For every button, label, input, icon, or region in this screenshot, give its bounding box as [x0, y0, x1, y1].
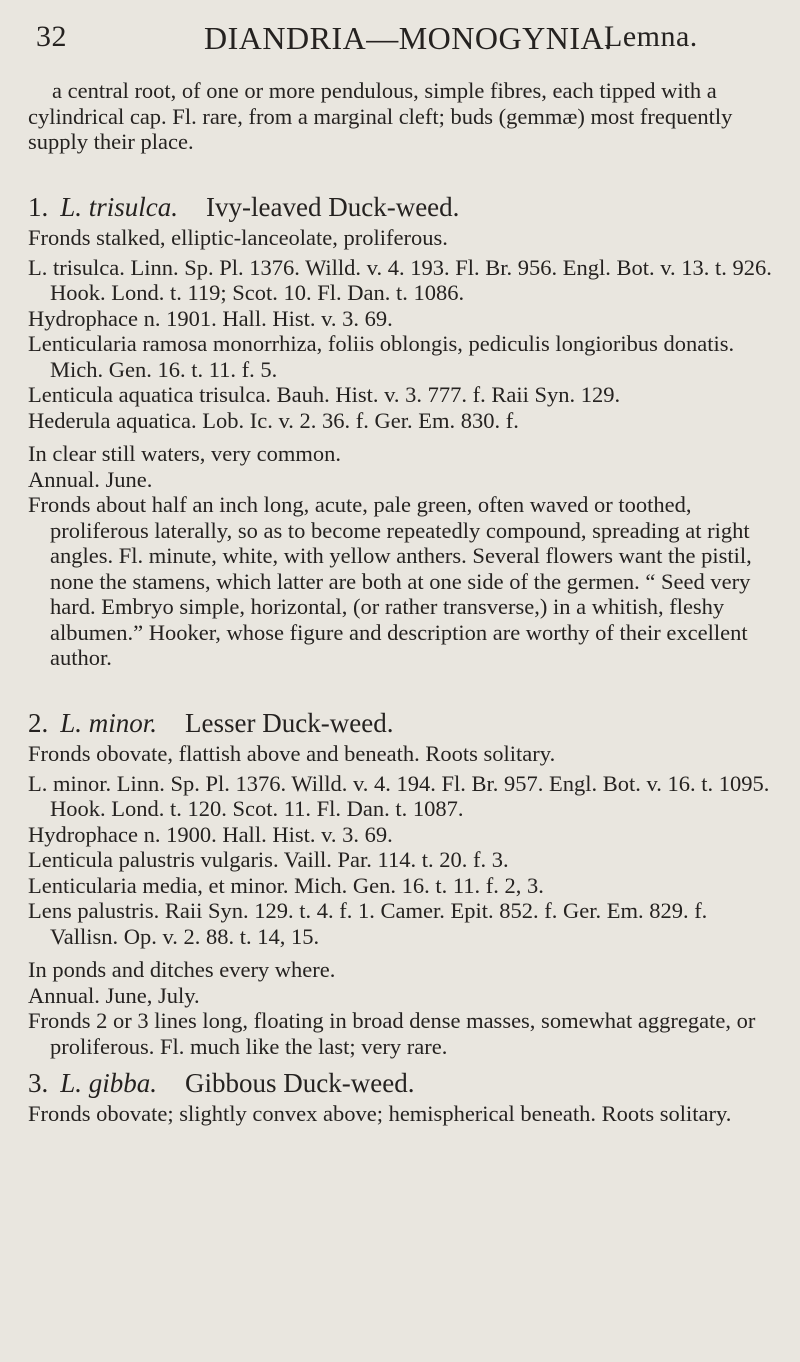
running-head — [36, 20, 776, 64]
species-diagnosis: Fronds obovate, flattish above and beneath. Roots solitary. — [28, 740, 556, 766]
section-title: DIANDRIA—MONOGYNIA. — [204, 20, 613, 56]
synonym-line: Lenticula aquatica trisulca. Bauh. Hist. v. 3. 777. f. Raii Syn. 129. — [28, 382, 621, 407]
synonym-line: Hydrophace n. 1901. Hall. Hist. v. 3. 69. — [28, 305, 393, 331]
synonym-line: Lenticularia ramosa monorrhiza, foliis oblongis, pediculis longioribus donatis. Mich. Gen. 16. t. 11. f. 5. — [28, 331, 735, 382]
species-common-name: Ivy-leaved Duck-weed. — [206, 191, 460, 222]
species-name: L. minor. — [60, 707, 158, 738]
species-common-name: Lesser Duck-weed. — [185, 707, 394, 738]
page-number: 32 — [36, 20, 67, 53]
species-entry — [28, 191, 778, 671]
genus-title: Lemna. — [604, 20, 698, 53]
species-number: 1. — [28, 191, 49, 222]
genus-description-continued: a central root, of one or more pendulous, simple fibres, each tipped with a cylindrical cap. Fl. rare, from a marginal cleft; buds (gemmæ) most frequently supply their place. — [28, 78, 733, 154]
species-number: 3. — [28, 1068, 49, 1098]
species-duration: Annual. June. — [28, 466, 153, 492]
species-number: 2. — [28, 707, 49, 738]
species-diagnosis: Fronds obovate; slightly convex above; hemispherical beneath. Roots solitary. — [28, 1101, 732, 1126]
species-description: Fronds about half an inch long, acute, pale green, often waved or toothed, proliferous laterally, so as to become repeatedly compound, spreading at right angles. Fl. minute, white, with yellow anthers. Several flowers want the pistil, none the stamens, which latter are both at one side of the germen. “ Seed very hard. Embryo simple, horizontal, (or rather transverse,) in a whitish, fleshy albumen.” Hooker, whose figure and description are worthy of their excellent author. — [28, 492, 752, 670]
species-common-name: Gibbous Duck-weed. — [185, 1068, 415, 1098]
species-name: L. gibba. — [60, 1068, 158, 1098]
species-habitat: In clear still waters, very common. — [28, 441, 342, 466]
synonym-line: L. minor. Linn. Sp. Pl. 1376. Willd. v. 4. 194. Fl. Br. 957. Engl. Bot. v. 16. t. 1095. Hook. Lond. t. 120. Scot. 11. Fl. Dan. t. 1087. — [28, 770, 770, 821]
page-body — [28, 78, 778, 1127]
synonym-line: Hederula aquatica. Lob. Ic. v. 2. 36. f. Ger. Em. 830. f. — [28, 407, 519, 433]
species-description: Fronds 2 or 3 lines long, floating in broad dense masses, somewhat aggregate, or proliferous. Fl. much like the last; very rare. — [28, 1008, 756, 1059]
species-duration: Annual. June, July. — [28, 982, 200, 1008]
synonym-line: Lenticularia media, et minor. Mich. Gen. 16. t. 11. f. 2, 3. — [28, 872, 544, 898]
synonym-line: Lenticula palustris vulgaris. Vaill. Par. 114. t. 20. f. 3. — [28, 847, 509, 872]
species-heading — [28, 707, 778, 739]
species-entry — [28, 707, 778, 1060]
synonym-line: L. trisulca. Linn. Sp. Pl. 1376. Willd. v. 4. 193. Fl. Br. 956. Engl. Bot. v. 13. t. 926. Hook. Lond. t. 119; Scot. 10. Fl. Dan. t. 1086. — [28, 254, 772, 305]
synonym-line: Lens palustris. Raii Syn. 129. t. 4. f. 1. Camer. Epit. 852. f. Ger. Em. 829. f. Vallisn. Op. v. 2. 88. t. 14, 15. — [28, 898, 708, 949]
species-diagnosis: Fronds stalked, elliptic-lanceolate, proliferous. — [28, 224, 448, 250]
species-name: L. trisulca. — [60, 191, 179, 222]
species-heading — [28, 191, 778, 223]
synonym-line: Hydrophace n. 1900. Hall. Hist. v. 3. 69. — [28, 821, 393, 847]
species-heading — [28, 1067, 778, 1099]
species-habitat: In ponds and ditches every where. — [28, 957, 336, 982]
species-entry — [28, 1067, 778, 1127]
